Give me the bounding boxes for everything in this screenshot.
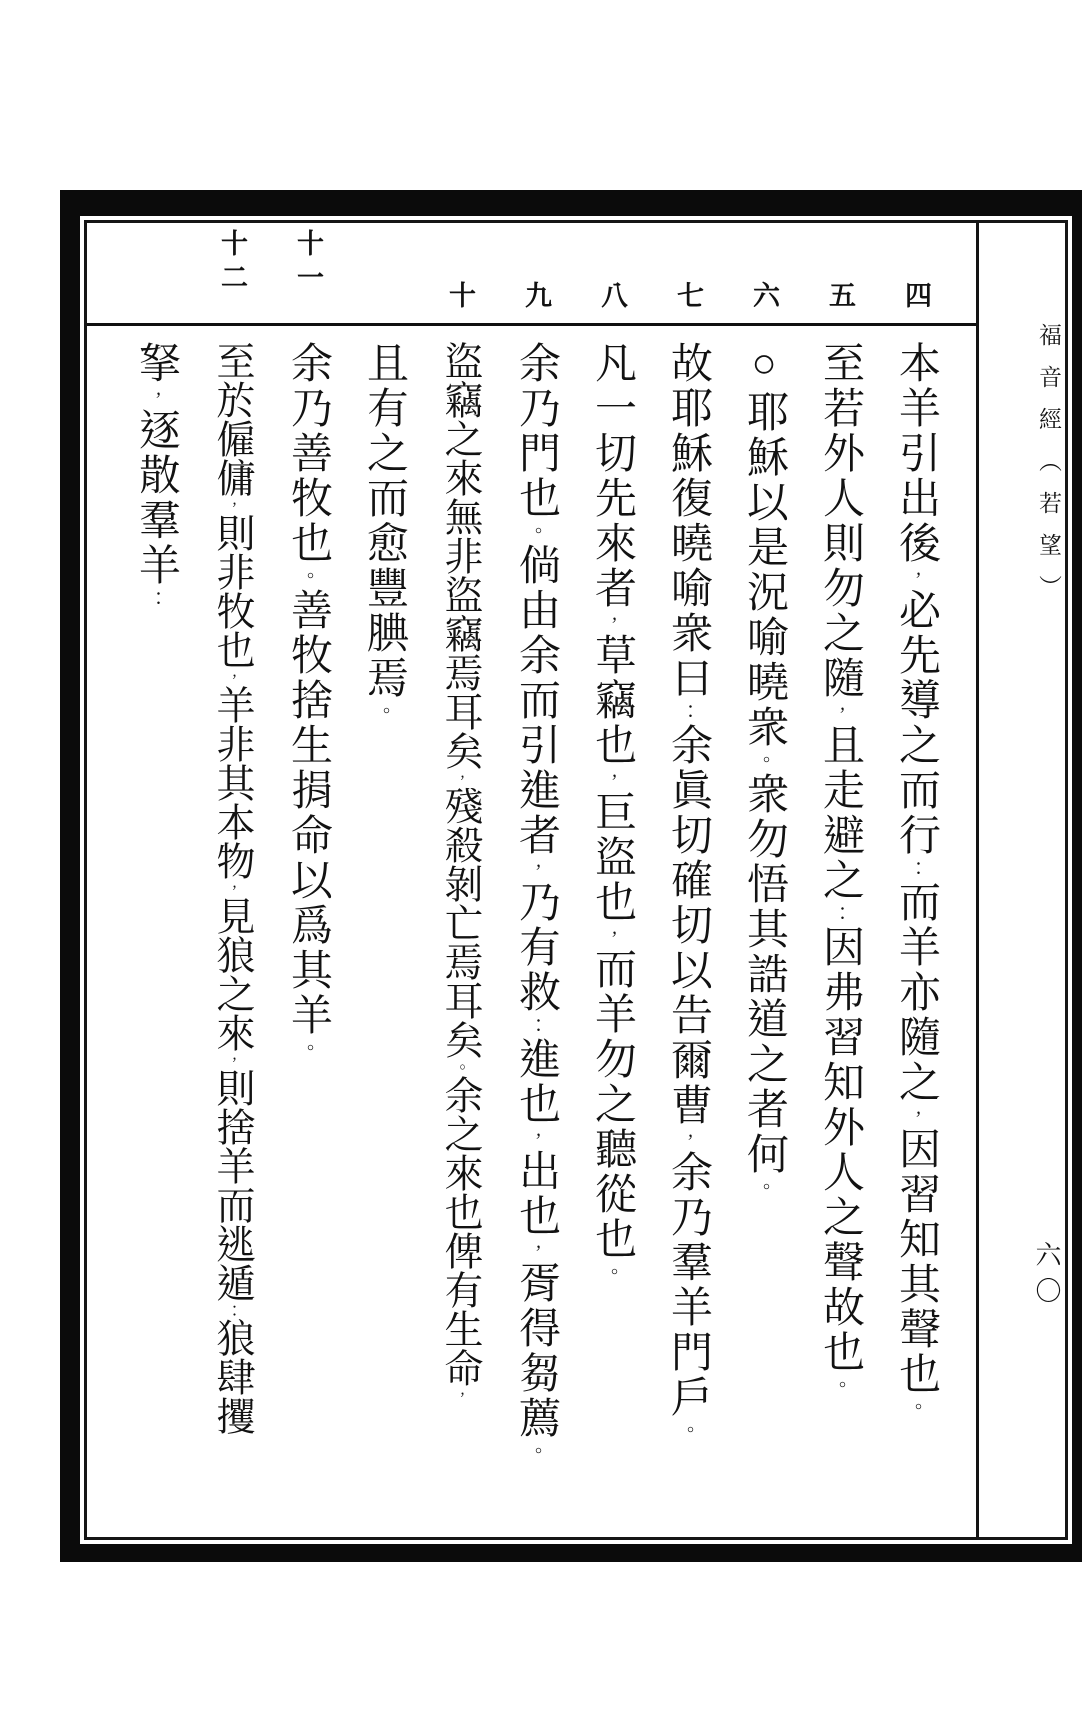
verse-12: [118, 223, 270, 1537]
page-frame: [60, 190, 1082, 1562]
scripture-text-region: [87, 223, 976, 1537]
verse-line: 拏，逐散羣羊：: [133, 341, 179, 610]
verse-columns: [87, 223, 976, 1537]
page-content: [87, 223, 1065, 1537]
verse-line: 且有之而愈豐腆焉。: [361, 341, 407, 723]
verse-number: 七: [673, 281, 703, 315]
verse-10: [346, 223, 498, 1537]
verse-number-band: [270, 223, 346, 323]
verse-8: [574, 223, 650, 1537]
verse-number-band: [802, 223, 878, 323]
verse-number: 九: [521, 281, 551, 315]
verse-number: 四: [901, 281, 931, 315]
verse-number-band: [498, 223, 574, 323]
verse-4: [878, 223, 954, 1537]
verse-line: 至於僱傭，則非牧也，羊非其本物，見狼之來，則捨羊而逃遁：狼肆攫: [211, 341, 254, 1435]
verse-number: 十: [445, 281, 475, 315]
margin-strip: [976, 223, 1065, 1537]
verse-line: 本羊引出後，必先導之而行：而羊亦隨之，因習知其聲也。: [893, 341, 939, 1419]
page-number: 六〇: [1032, 1241, 1061, 1313]
verse-number-band: [878, 223, 954, 323]
verse-line: 盜竊之來無非盜竊焉耳矣，殘殺剝亡焉耳矣。余之來也俾有生命，: [439, 341, 482, 1403]
verse-number: 十二: [217, 229, 247, 297]
verse-line: 故耶穌復曉喻衆曰：余眞切確切以告爾曹，余乃羣羊門戶。: [665, 341, 711, 1442]
verse-number: 六: [749, 281, 779, 315]
verse-number-band: [574, 223, 650, 323]
verse-line: 凡一切先來者，草竊也，巨盜也，而羊勿之聽從也。: [589, 341, 635, 1284]
verse-number: 八: [597, 281, 627, 315]
verse-number-band: [726, 223, 802, 323]
verse-11: [270, 223, 346, 1537]
verse-number-band: [118, 223, 270, 323]
frame-inner-border: [84, 220, 1068, 1540]
verse-6: [726, 223, 802, 1537]
verse-number-band: [650, 223, 726, 323]
book-title: 福音經（若望）: [1036, 323, 1061, 617]
verse-number: 十一: [293, 229, 323, 297]
verse-line: 余乃門也。倘由余而引進者，乃有救：進也，出也，胥得芻薦。: [513, 341, 559, 1463]
verse-line: 至若外人則勿之隨，且走避之：因弗習知外人之聲故也。: [817, 341, 863, 1397]
verse-5: [802, 223, 878, 1537]
verse-line: 余乃善牧也。善牧捨生捐命以爲其羊。: [285, 341, 331, 1060]
verse-9: [498, 223, 574, 1537]
verse-line: ○耶穌以是況喻曉衆。衆勿悟其誥道之者何。: [741, 341, 787, 1199]
verse-number-band: [346, 223, 498, 323]
verse-number: 五: [825, 281, 855, 315]
verse-7: [650, 223, 726, 1537]
